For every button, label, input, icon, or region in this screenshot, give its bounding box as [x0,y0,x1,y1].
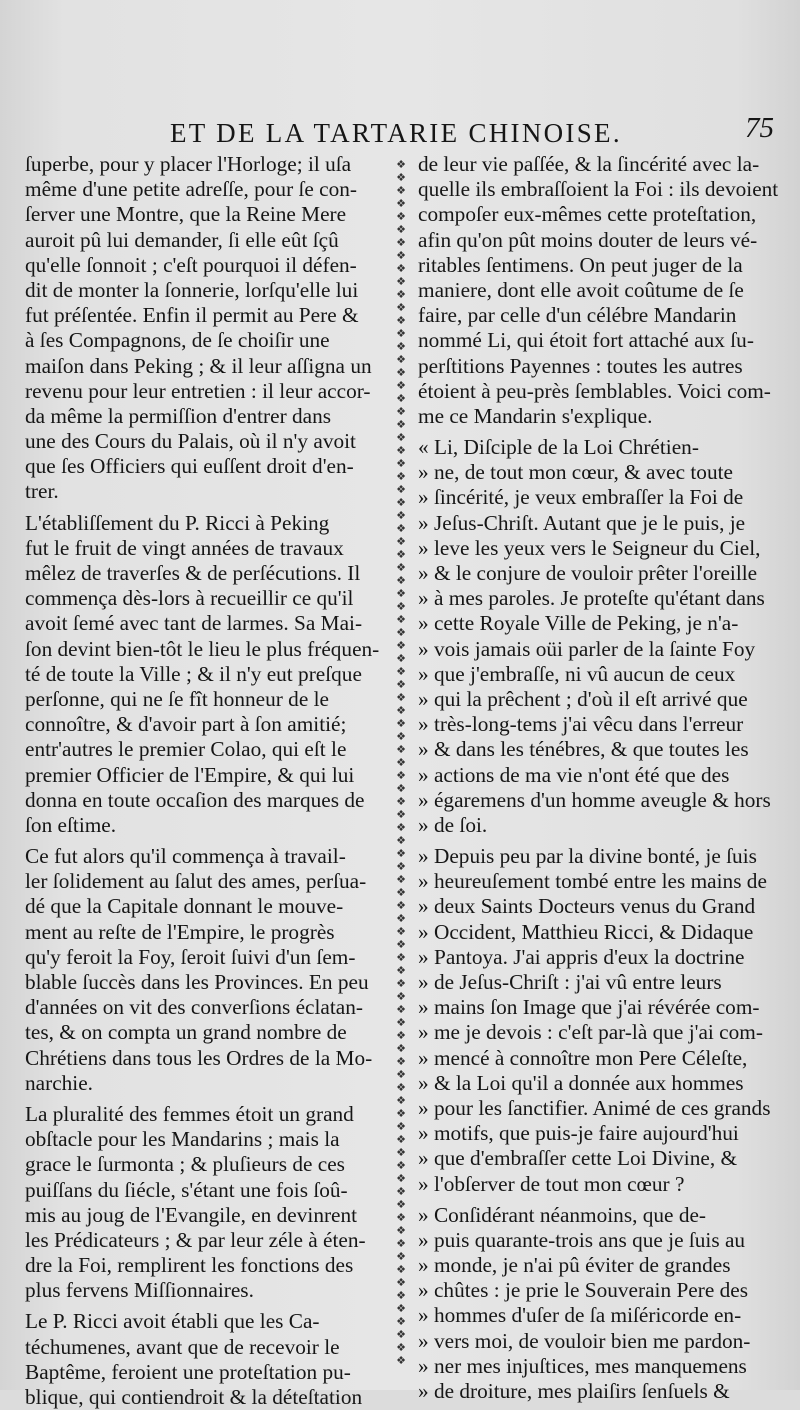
text-line: d'années on vit des converſions éclatan- [25,995,363,1020]
text-line: même d'une petite adreſſe, pour ſe con- [25,177,358,202]
text-line: » vers moi, de vouloir bien me pardon- [418,1328,751,1353]
text-line: ſerver une Montre, que la Reine Mere [25,202,347,227]
text-line: revenu pour leur entretien : il leur accor- [25,378,371,403]
text-line: Baptême, feroient une proteſtation pu- [25,1359,351,1384]
text-line: perſonne, qui ne ſe fît honneur de le [25,686,329,711]
text-line: avoit ſemé avec tant de larmes. Sa Mai- [25,611,363,636]
text-line: » ſincérité, je veux embraſſer la Foi de [418,485,744,510]
text-line: auroit pû lui demander, ſi elle eût ſçû [25,227,339,252]
text-line: » de Jeſus-Chriſt : j'ai vû entre leurs [418,970,722,994]
text-line: les Prédicateurs ; & par leur zéle à éten- [25,1227,366,1252]
text-line: » égaremens d'un homme aveugle & hors [418,787,771,812]
text-line: fut le fruit de vingt années de travaux [25,535,344,560]
text-line: » à mes paroles. Je proteſte qu'étant dans [418,586,765,611]
text-line: commença dès-lors à recueillir ce qu'il [25,586,354,611]
text-line: » Pantoya. J'ai appris d'eux la doctrine [418,944,745,969]
text-line: perſtitions Payennes : toutes les autres [418,353,743,378]
text-line: trer. [25,479,59,504]
text-line: tes, & on compta un grand nombre de [25,1020,347,1045]
text-line: dé que la Capitale donnant le mouve- [25,894,344,919]
left-text-column [25,152,385,1410]
text-line: de leur vie paſſée, & la ſincérité avec la- [418,152,760,176]
text-line: » me je devois : c'eſt par-là que j'ai com- [418,1020,763,1045]
text-line: Chrétiens dans tous les Ordres de la Mo- [25,1045,373,1070]
text-line: » de ſoi. [418,812,488,837]
text-line: » Jeſus-Chriſt. Autant que je le puis, je [418,510,746,535]
text-line: » motifs, que puis-je faire aujourd'hui [418,1121,739,1146]
text-line: qu'y feroit la Foy, ſeroit ſuivi d'un ſem- [25,944,356,969]
text-line: ritables ſentimens. On peut juger de la [418,252,743,277]
text-line: » ne, de tout mon cœur, & avec toute [418,460,733,485]
text-line: » & la Loi qu'il a donnée aux hommes [418,1070,744,1095]
text-line: compoſer eux-mêmes cette proteſtation, [418,202,757,227]
text-line: « Li, Diſciple de la Loi Chrétien- [418,435,699,460]
text-line: maiſon dans Peking ; & il leur aſſigna un [25,353,372,378]
text-line: nommé Li, qui étoit fort attaché aux ſu- [418,328,754,353]
text-line: premier Officier de l'Empire, & qui lui [25,762,355,787]
text-line: plus fervens Miſſionnaires. [25,1278,254,1303]
text-line: dre la Foi, remplirent les fonctions des [25,1253,354,1278]
text-line: ment au reſte de l'Empire, le progrès [25,919,335,944]
text-line: » mencé à connoître mon Pere Céleſte, [418,1045,748,1070]
right-text-column [418,152,779,1404]
text-line: faire, par celle d'un célébre Mandarin [418,303,737,328]
text-line: ſon devint bien-tôt le lieu le plus fréquen- [25,636,380,661]
text-line: quelle ils embraſſoient la Foi : ils devoient [418,177,779,202]
running-title: ET DE LA TARTARIE CHINOISE. [170,118,622,148]
text-line: ſuperbe, pour y placer l'Horloge; il uſa [25,152,352,176]
text-line: blable ſuccès dans les Provinces. En peu [25,970,369,994]
ornamental-column-rule: ❖ ❖ ❖ ❖ ❖ ❖ ❖ ❖ ❖ ❖ ❖ ❖ ❖ ❖ ❖ ❖ ❖ ❖ ❖ ❖ ❖ ❖ ❖ ❖ ❖ ❖ ❖ ❖ ❖ ❖ ❖ ❖ ❖ ❖ ❖ ❖ ❖ ❖ ❖ ❖ ❖ ❖ ❖ ❖ ❖ ❖ ❖ ❖ ❖ ❖ ❖ ❖ ❖ ❖ ❖ ❖ ❖ ❖ ❖ ❖ ❖ ❖ ❖ ❖ ❖ ❖ ❖ ❖ ❖ ❖ ❖ ❖ ❖ ❖ ❖ ❖ ❖ ❖ ❖ ❖ ❖ ❖ ❖ ❖ ❖ ❖ ❖ ❖ ❖ ❖ ❖ ❖ ❖ [396,158,406,1367]
text-line: puiſſans du ſiécle, s'étant une fois ſoû- [25,1177,348,1202]
text-line: mêlez de traverſes & de perſécutions. Il [25,561,361,585]
text-line: » que j'embraſſe, ni vû aucun de ceux [418,661,736,686]
text-line: ler ſolidement au ſalut des ames, perſua- [25,869,367,894]
text-line: que ſes Officiers qui euſſent droit d'en- [25,454,354,479]
text-line: » hommes d'uſer de ſa miſéricorde en- [418,1303,742,1328]
text-line: afin qu'on pût moins douter de leurs vé- [418,227,758,252]
text-line: » ner mes injuſtices, mes manquemens [418,1353,747,1378]
text-line: me ce Mandarin s'explique. [418,403,653,428]
text-line: maniere, dont elle avoit coûtume de ſe [418,277,744,302]
text-line: mis au joug de l'Evangile, en devinrent [25,1202,358,1227]
text-line: téchumenes, avant que de recevoir le [25,1334,340,1359]
text-line: » monde, je n'ai pû éviter de grandes [418,1253,731,1278]
page-number: 75 [745,112,774,144]
text-line: » cette Royale Ville de Peking, je n'a- [418,611,739,636]
text-line: » & le conjure de vouloir prêter l'oreille [418,561,758,585]
text-line: » actions de ma vie n'ont été que des [418,762,730,787]
text-line: Ce fut alors qu'il commença à travail- [25,844,346,869]
text-line: » qui la prêchent ; d'où il eſt arrivé que [418,686,748,711]
text-line: » Conſidérant néanmoins, que de- [418,1202,707,1227]
text-line: » & dans les ténébres, & que toutes les [418,737,749,762]
text-line: » que d'embraſſer cette Loi Divine, & [418,1146,738,1171]
text-line: » Occident, Matthieu Ricci, & Didaque [418,919,754,944]
text-line: » de droiture, mes plaiſirs ſenſuels & [418,1379,730,1403]
text-line: » puis quarante-trois ans que je ſuis au [418,1227,746,1252]
text-line: » vois jamais oüi parler de la ſainte Foy [418,636,756,661]
text-line: L'établiſſement du P. Ricci à Peking [25,510,330,535]
text-line: » chûtes : je prie le Souverain Pere des [418,1278,748,1303]
text-line: » deux Saints Docteurs venus du Grand [418,894,756,919]
text-line: grace le ſurmonta ; & pluſieurs de ces [25,1152,345,1177]
text-line: fut préſentée. Enfin il permit au Pere & [25,303,359,328]
text-line: » Depuis peu par la divine bonté, je ſuis [418,844,757,869]
text-line: Le P. Ricci avoit établi que les Ca- [25,1309,320,1334]
text-line: blique, qui contiendroit & la déteſtation [25,1385,363,1409]
text-line: ſon eſtime. [25,812,117,837]
text-line: » l'obſerver de tout mon cœur ? [418,1171,685,1196]
text-line: La pluralité des femmes étoit un grand [25,1101,354,1126]
text-line: une des Cours du Palais, où il n'y avoit [25,429,356,454]
text-line: » très-long-tems j'ai vêcu dans l'erreur [418,712,744,737]
text-line: » heureuſement tombé entre les mains de [418,869,767,894]
text-line: à ſes Compagnons, de ſe choiſir une [25,328,330,353]
text-line: dit de monter la ſonnerie, lorſqu'elle lui [25,277,359,302]
text-line: obſtacle pour les Mandarins ; mais la [25,1127,340,1152]
text-line: connoître, & d'avoir part à ſon amitié; [25,712,347,737]
text-line: » mains ſon Image que j'ai révérée com- [418,995,760,1020]
text-line: » pour les ſanctifier. Animé de ces grands [418,1095,771,1120]
text-line: entr'autres le premier Colao, qui eſt le [25,737,347,762]
text-line: té de toute la Ville ; & il n'y eut preſque [25,661,362,686]
text-line: qu'elle ſonnoit ; c'eſt pourquoi il défen- [25,252,357,277]
text-line: da même la permiſſion d'entrer dans [25,403,332,428]
text-line: » leve les yeux vers le Seigneur du Ciel, [418,535,761,560]
text-line: narchie. [25,1070,93,1095]
text-line: étoient à peu-près ſemblables. Voici com- [418,378,771,403]
text-line: donna en toute occaſion des marques de [25,787,365,812]
